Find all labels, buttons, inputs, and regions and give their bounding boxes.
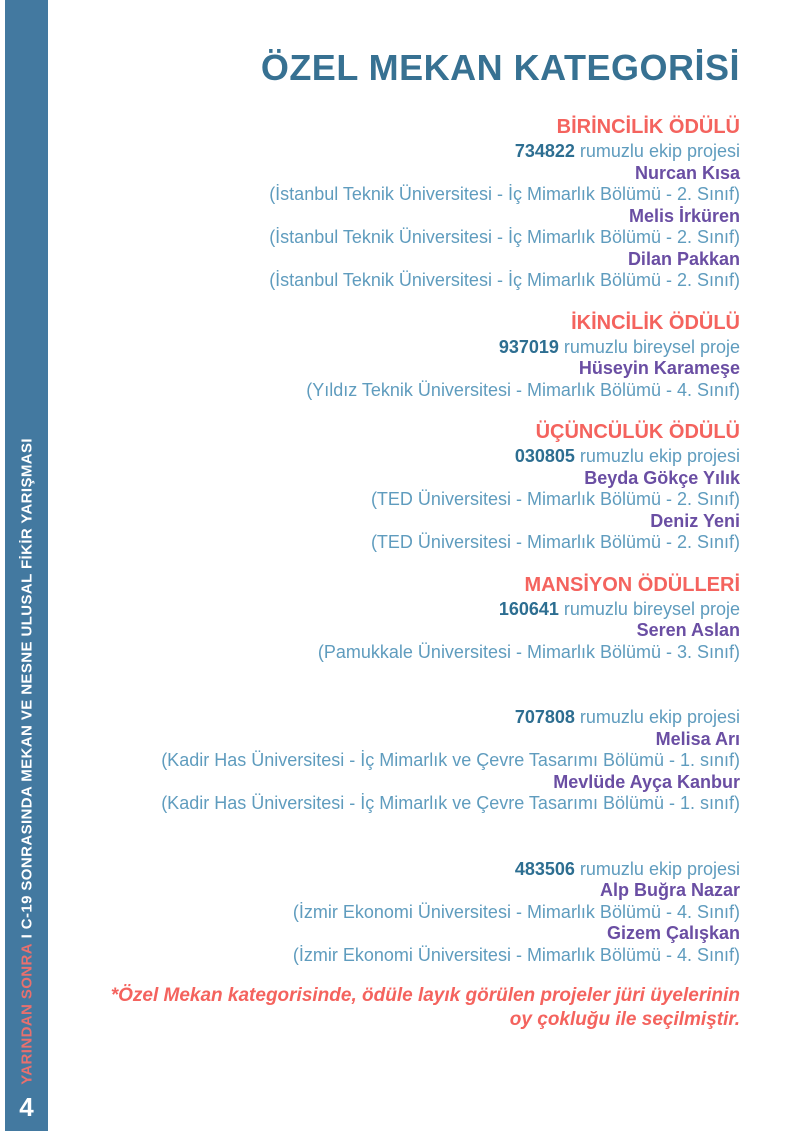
- sidebar-competition-name: I C-19 SONRASINDA MEKAN VE NESNE ULUSAL FİKİR YARIŞMASI: [18, 438, 35, 944]
- award-entry: [68, 707, 740, 815]
- winner-affiliation: (İstanbul Teknik Üniversitesi - İç Mimarlık Bölümü - 2. Sınıf): [269, 184, 740, 204]
- project-code-line: [68, 446, 740, 468]
- award-heading: BİRİNCİLİK ÖDÜLÜ: [556, 116, 740, 138]
- winner-affiliation: (İzmir Ekonomi Üniversitesi - Mimarlık Bölümü - 4. Sınıf): [292, 944, 740, 965]
- winner-affiliation: (TED Üniversitesi - Mimarlık Bölümü - 2. Sınıf): [370, 532, 740, 552]
- project-code-line: [68, 859, 740, 881]
- winner-name: Melisa Arı: [655, 728, 740, 749]
- winner-name: Hüseyin Karameşe: [578, 358, 740, 378]
- winner-affiliation: (İstanbul Teknik Üniversitesi - İç Mimarlık Bölümü - 2. Sınıf): [269, 227, 740, 247]
- winner-name: Alp Buğra Nazar: [599, 880, 740, 900]
- winner-affiliation: (TED Üniversitesi - Mimarlık Bölümü - 2. Sınıf): [370, 489, 740, 509]
- winner-name: Gizem Çalışkan: [606, 923, 740, 943]
- winner-name: Melis İrküren: [628, 205, 740, 226]
- project-code-suffix: rumuzlu ekip projesi: [579, 707, 740, 727]
- project-code: 734822: [514, 141, 575, 161]
- award-entry: [68, 446, 740, 554]
- winner-name: Nurcan Kısa: [634, 162, 740, 183]
- project-code-line: [68, 337, 740, 359]
- sidebar-brand-text: [18, 438, 35, 1085]
- award-entry: [68, 859, 740, 967]
- award-heading: İKİNCİLİK ÖDÜLÜ: [571, 311, 740, 334]
- sidebar-band: [5, 0, 48, 1131]
- winner-name: Deniz Yeni: [650, 510, 740, 531]
- project-code-line: [68, 141, 740, 163]
- winner-affiliation: (Pamukkale Üniversitesi - Mimarlık Bölümü - 3. Sınıf): [317, 641, 740, 662]
- page-number: 4: [19, 1092, 34, 1122]
- footnote-line-2: oy çokluğu ile seçilmiştir.: [509, 1009, 740, 1030]
- winner-affiliation: (Kadir Has Üniversitesi - İç Mimarlık ve Çevre Tasarımı Bölümü - 1. sınıf): [161, 793, 740, 813]
- award-section-honorable-mentions: [68, 574, 740, 967]
- award-section-third-prize: [68, 421, 740, 554]
- project-code: 483506: [514, 858, 575, 879]
- winner-name: Seren Aslan: [636, 620, 740, 640]
- award-section-second-prize: [68, 312, 740, 402]
- winner-affiliation: (Kadir Has Üniversitesi - İç Mimarlık ve Çevre Tasarımı Bölümü - 1. sınıf): [161, 750, 740, 770]
- project-code: 937019: [498, 336, 559, 357]
- winner-name: Dilan Pakkan: [627, 248, 740, 269]
- winner-name: Beyda Gökçe Yılık: [584, 467, 740, 488]
- project-code-suffix: rumuzlu ekip projesi: [579, 141, 740, 161]
- footnote-line-1: *Özel Mekan kategorisinde, ödüle layık görülen projeler jüri üyelerinin: [110, 985, 740, 1006]
- award-section-first-prize: [68, 116, 740, 292]
- award-heading: ÜÇÜNCÜLÜK ÖDÜLÜ: [535, 421, 740, 443]
- winner-name: Mevlüde Ayça Kanbur: [553, 771, 740, 792]
- award-entry: [68, 141, 740, 292]
- project-code-suffix: rumuzlu bireysel proje: [563, 336, 740, 357]
- footnote: [68, 984, 740, 1032]
- award-entry: [68, 337, 740, 402]
- project-code: 030805: [514, 446, 575, 466]
- project-code-suffix: rumuzlu ekip projesi: [579, 858, 740, 879]
- page-title: ÖZEL MEKAN KATEGORİSİ: [260, 47, 740, 88]
- project-code-suffix: rumuzlu ekip projesi: [579, 446, 740, 466]
- project-code: 160641: [498, 598, 559, 619]
- award-entry: [68, 599, 740, 664]
- winner-affiliation: (İstanbul Teknik Üniversitesi - İç Mimarlık Bölümü - 2. Sınıf): [269, 270, 740, 290]
- project-code-line: [68, 599, 740, 621]
- project-code-suffix: rumuzlu bireysel proje: [563, 598, 740, 619]
- winner-affiliation: (Yıldız Teknik Üniversitesi - Mimarlık Bölümü - 4. Sınıf): [306, 379, 740, 400]
- winner-affiliation: (İzmir Ekonomi Üniversitesi - Mimarlık Bölümü - 4. Sınıf): [292, 901, 740, 922]
- project-code-line: [68, 707, 740, 729]
- sidebar-brand-name: YARINDAN SONRA: [18, 943, 35, 1085]
- project-code: 707808: [514, 707, 575, 727]
- main-content: [48, 0, 800, 1131]
- award-heading: MANSİYON ÖDÜLLERİ: [524, 573, 740, 596]
